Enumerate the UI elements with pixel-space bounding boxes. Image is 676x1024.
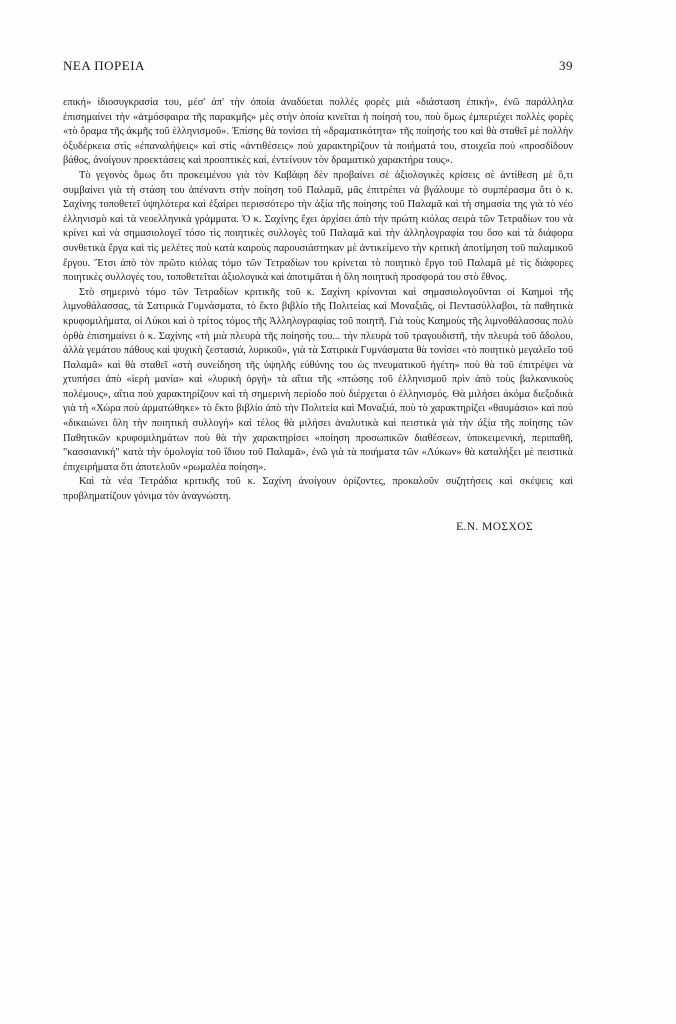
page (63, 58, 573, 533)
paragraph: Καὶ τὰ νέα Τετράδια κριτικῆς τοῦ κ. Σαχίνη ἀνοίγουν ὁρίζοντες, προκαλοῦν συζητήσεις καὶ σκέψεις καὶ προβληματίζουν γόνιμα τὸν ἀναγνώστη. (63, 476, 573, 503)
author-signature: Ε.Ν. ΜΟΣΧΟΣ (456, 520, 533, 533)
running-title: ΝΕΑ ΠΟΡΕΙΑ (63, 58, 145, 73)
article-body (63, 96, 573, 505)
running-header (63, 58, 573, 74)
paragraph: Στὸ σημερινὸ τόμο τῶν Τετραδίων κριτικῆς τοῦ κ. Σαχίνη κρίνονται καὶ σημασιολογοῦνται οἱ Καημοὶ τῆς λιμνοθάλασσας, τὰ Σατιρικὰ Γυμνάσματα, τὸ ἕκτο βιβλίο τῆς Πολιτείας καὶ Μοναξιᾶς, οἱ Πεντασύλλαβοι, τὰ παθητικὰ κρυφομιλήματα, οἱ Λύκοι καὶ ὁ τρίτος τόμος τῆς Ἀλληλογραφίας τοῦ ποιητῆ. Γιὰ τοὺς Καημοὺς τῆς λιμνοθάλασσας πολὺ ὀρθὰ ἐπισημαίνει ὁ κ. Σαχίνης «τὴ μιὰ πλευρὰ τῆς ποίησής του... τὴν πλευρὰ τοῦ τραγουδιστῆ, τὴν πλευρὰ τοῦ ἄδολου, ἀλλὰ γεμάτου πάθους καὶ ψυχικὴ ζεστασιά, λυρικοῦ», γιὰ τὰ Σατιρικὰ Γυμνάσματα θὰ τονίσει «τὸ ποιητικὸ μεγαλεῖο τοῦ Παλαμᾶ» καὶ θὰ σταθεῖ «στὴ συνείδηση τῆς ὑψηλῆς εὐθύνης του ὡς πνευματικοῦ ἡγέτη» ποὺ θὰ τοῦ ἐπιτρέψει νὰ χτυπήσει ἀπὸ «ἱερὴ μανία» καὶ «λυρικὴ ὀργὴ» τὰ αἴτια τῆς «πτώσης τοῦ ἑλληνισμοῦ πρὶν ἀπὸ τοὺς βαλκανικοὺς πολέμους», αἴτια ποὺ χαρακτηρίζουν καὶ τὴ σημερινὴ περίοδο ποὺ διέρχεται ὁ ἑλληνισμός. Θὰ μιλήσει ἀκόμα διεξοδικὰ γιὰ τὴ «Χώρα ποὺ ἀρματώθηκε» τὸ ἕκτο βιβλίο ἀπὸ τὴν Πολιτεία καὶ Μοναξιά, ποὺ τὸ χαρακτηρίζει «θαυμάσιο» καὶ ποὺ «δικαιώνει ὅλη τὴν ποιητικὴ συλλογή» καὶ τέλος θὰ μιλήσει ἀναλυτικὰ καὶ πειστικὰ γιὰ τὴν ἀξία τῆς ποίησης τῶν Παθητικῶν κρυφομιλημάτων ποὺ θὰ τὴν χαρακτηρίσει «ποίηση προσωπικῶν διαθέσεων, ὑποκειμενική, περιπαθῆ, "κασσιανική" κατὰ τὴν ὁμολογία τοῦ ἴδιου τοῦ Παλαμᾶ», ἐνῶ γιὰ τὰ ποιήματα τῶν «Λύκων» θὰ καταλήξει μὲ πειστικὰ ἐπιχειρήματα ὅτι ἀποτελοῦν «ρωμαλέα ποίηση». (63, 286, 573, 473)
page-number: 39 (559, 58, 573, 73)
paragraph: Τὸ γεγονὸς ὅμως ὅτι προκειμένου γιὰ τὸν Καβάφη δὲν προβαίνει σὲ ἀξιολογικὲς κρίσεις σὲ ἀντίθεση μὲ ὅ,τι συμβαίνει γιὰ τὴ στάση του ἀπέναντι στὴν ποίηση τοῦ Παλαμᾶ, μᾶς ἐπιτρέπει νὰ βγάλουμε τὸ συμπέρασμα ὅτι ὁ κ. Σαχίνης τοποθετεῖ ὑψηλότερα καὶ ἐξαίρει περισσότερο τὴν ἀξία τῆς ποίησης τοῦ Παλαμᾶ καὶ τὴ σημασία της γιὰ τὸ νέο ἑλληνισμὸ καὶ τὰ νεοελληνικὰ γράμματα. Ὁ κ. Σαχίνης ἔχει ἀρχίσει ἀπὸ τὴν πρώτη κιόλας σειρὰ τῶν Τετραδίων του νὰ κρίνει καὶ νὰ σημασιολογεῖ τόσο τὶς ποιητικὲς συλλογὲς τοῦ Παλαμᾶ καὶ τὴν ἀλληλογραφία του ὅσο καὶ τὰ διάφορα συνθετικὰ ἔργα καὶ τὶς μελέτες ποὺ κατὰ καιροὺς παρουσιάστηκαν μὲ ἀντικείμενο τὴν κριτικὴ ἀποτίμηση τοῦ παλαμικοῦ ἔργου. Ἔτσι ἀπὸ τὸν πρῶτο κιόλας τόμο τῶν Τετραδίων του κρίνεται τὸ ποιητικὸ ἔργο τοῦ Παλαμᾶ μὲ τὶς διάφορες ποιητικὲς συλλογές του, τοποθετεῖται ἀξιολογικὰ καὶ ἀποτιμᾶται ἡ ὅλη ποιητικὴ προσφορά του στὸ ἔθνος. (63, 169, 573, 284)
paragraph: επική» ἰδιοσυγκρασία του, μέσ' ἀπ' τὴν ὁποία ἀναδύεται πολλὲς φορὲς μιὰ «διάσταση ἐπική», ἐνῶ παράλληλα ἐπισημαίνει τὴν «ἀτμόσφαιρα τῆς παρακμῆς» μὲς στὴν ὁποία κινεῖται ἡ ποίησή του, ποὺ ὅμως ἐμπεριέχει πολλὲς φορὲς «τὸ ὅραμα τῆς ἀκμῆς τοῦ ἑλληνισμοῦ». Ἐπίσης θὰ τονίσει τὴ «δραματικότητα» τῆς ποίησής του καὶ θὰ σταθεῖ μὲ πολλὴν ὀξυδέρκεια στὶς «ἐπαναλήψεις» καὶ στὶς «ἀντιθέσεις» ποὺ χαρακτηρίζουν τὰ ποιήματά του, στοιχεῖα ποὺ «προσδίδουν βάθος, ἀνοίγουν προεκτάσεις καὶ προοπτικὲς καί, ἐντείνουν τὸν δραματικὸ χαρακτήρα τους». (63, 97, 573, 167)
